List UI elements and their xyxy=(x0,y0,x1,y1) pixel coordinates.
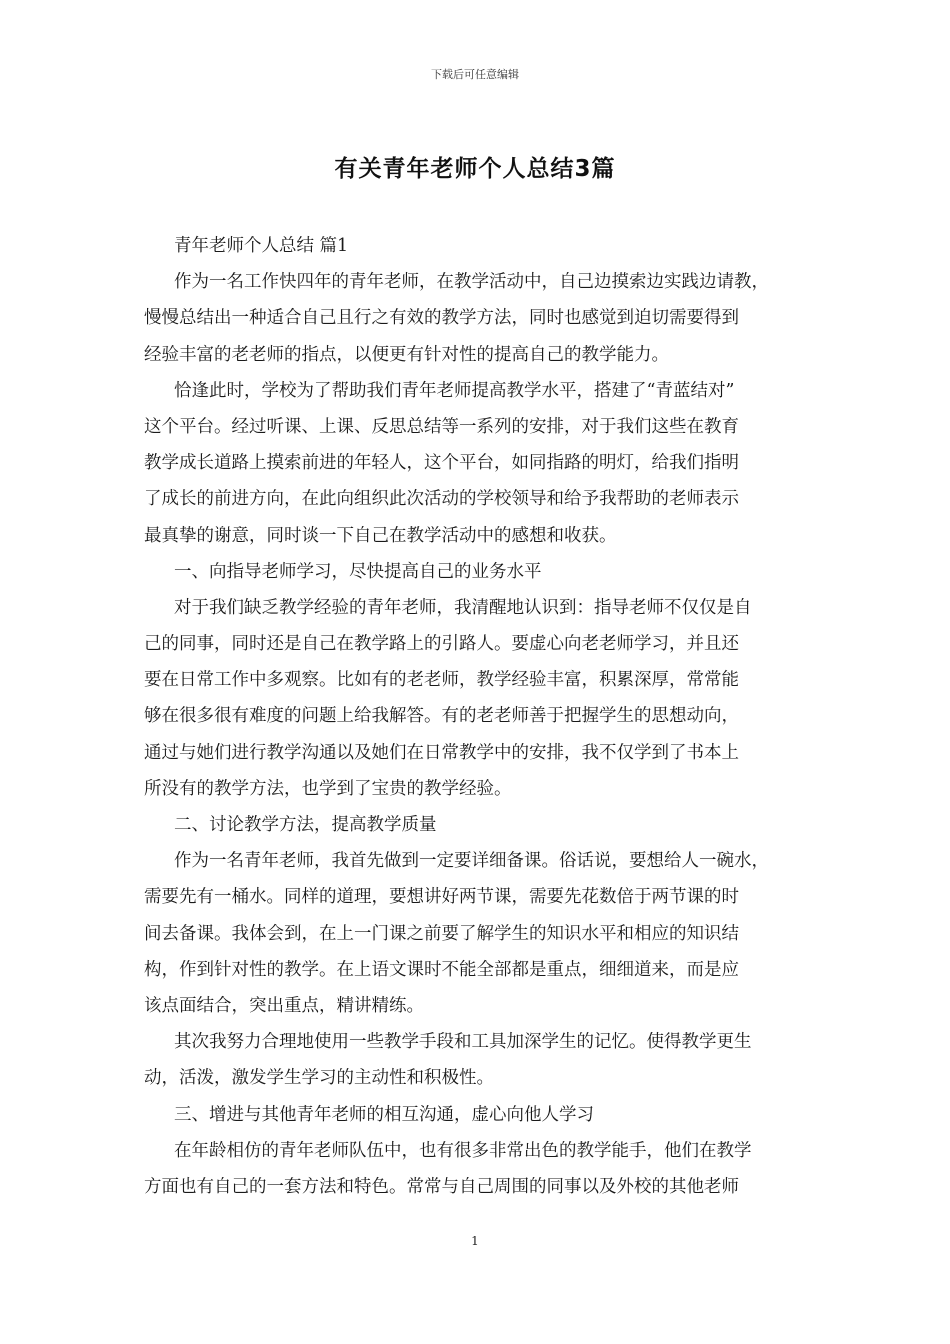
text-line: 教学成长道路上摸索前进的年轻人，这个平台，如同指路的明灯，给我们指明 xyxy=(144,453,739,474)
text-line: 其次我努力合理地使用一些教学手段和工具加深学生的记忆。使得教学更生 xyxy=(174,1032,752,1053)
text-line: 青年老师个人总结 篇1 xyxy=(174,236,349,256)
document-title: 有关青年老师个人总结3篇 xyxy=(334,156,616,182)
page-number: 1 xyxy=(471,1234,479,1248)
text-line: 在年龄相仿的青年老师队伍中，也有很多非常出色的教学能手，他们在教学 xyxy=(174,1140,752,1161)
text-line: 最真挚的谢意，同时谈一下自己在教学活动中的感想和收获。 xyxy=(144,525,617,546)
text-line: 对于我们缺乏教学经验的青年老师，我清醒地认识到：指导老师不仅仅是自 xyxy=(174,597,752,618)
text-line: 所没有的教学方法，也学到了宝贵的教学经验。 xyxy=(144,778,512,799)
text-line: 三、增进与其他青年老师的相互沟通，虚心向他人学习 xyxy=(174,1104,594,1125)
page-header-note: 下载后可任意编辑 xyxy=(431,68,519,81)
text-line: 够在很多很有难度的问题上给我解答。有的老老师善于把握学生的思想动向， xyxy=(144,706,739,727)
text-line: 了成长的前进方向，在此向组织此次活动的学校领导和给予我帮助的老师表示 xyxy=(144,489,739,510)
text-line: 动，活泼，激发学生学习的主动性和积极性。 xyxy=(144,1068,494,1089)
text-line: 作为一名青年老师，我首先做到一定要详细备课。俗话说，要想给人一碗水， xyxy=(174,851,769,872)
text-line: 构，作到针对性的教学。在上语文课时不能全部都是重点，细细道来，而是应 xyxy=(144,959,739,980)
text-line: 需要先有一桶水。同样的道理，要想讲好两节课，需要先花数倍于两节课的时 xyxy=(144,887,739,908)
text-line: 通过与她们进行教学沟通以及她们在日常教学中的安排，我不仅学到了书本上 xyxy=(144,742,739,763)
text-line: 恰逢此时，学校为了帮助我们青年老师提高教学水平，搭建了“青蓝结对” xyxy=(174,380,735,401)
document-body xyxy=(144,228,808,1205)
text-line: 二、讨论教学方法，提高教学质量 xyxy=(174,815,437,835)
text-line: 经验丰富的老老师的指点，以便更有针对性的提高自己的教学能力。 xyxy=(144,344,669,365)
text-line: 作为一名工作快四年的青年老师，在教学活动中，自己边摸索边实践边请教， xyxy=(174,272,769,293)
text-line: 间去备课。我体会到，在上一门课之前要了解学生的知识水平和相应的知识结 xyxy=(144,923,739,944)
text-line: 这个平台。经过听课、上课、反思总结等一系列的安排，对于我们这些在教育 xyxy=(144,416,739,437)
text-line: 方面也有自己的一套方法和特色。常常与自己周围的同事以及外校的其他老师 xyxy=(144,1176,739,1197)
text-line: 一、向指导老师学习，尽快提高自己的业务水平 xyxy=(174,561,542,582)
text-line: 慢慢总结出一种适合自己且行之有效的教学方法，同时也感觉到迫切需要得到 xyxy=(144,308,739,329)
text-line: 要在日常工作中多观察。比如有的老老师，教学经验丰富，积累深厚，常常能 xyxy=(144,670,739,691)
text-line: 该点面结合，突出重点，精讲精练。 xyxy=(144,995,424,1016)
text-line: 己的同事，同时还是自己在教学路上的引路人。要虚心向老老师学习，并且还 xyxy=(144,634,739,655)
